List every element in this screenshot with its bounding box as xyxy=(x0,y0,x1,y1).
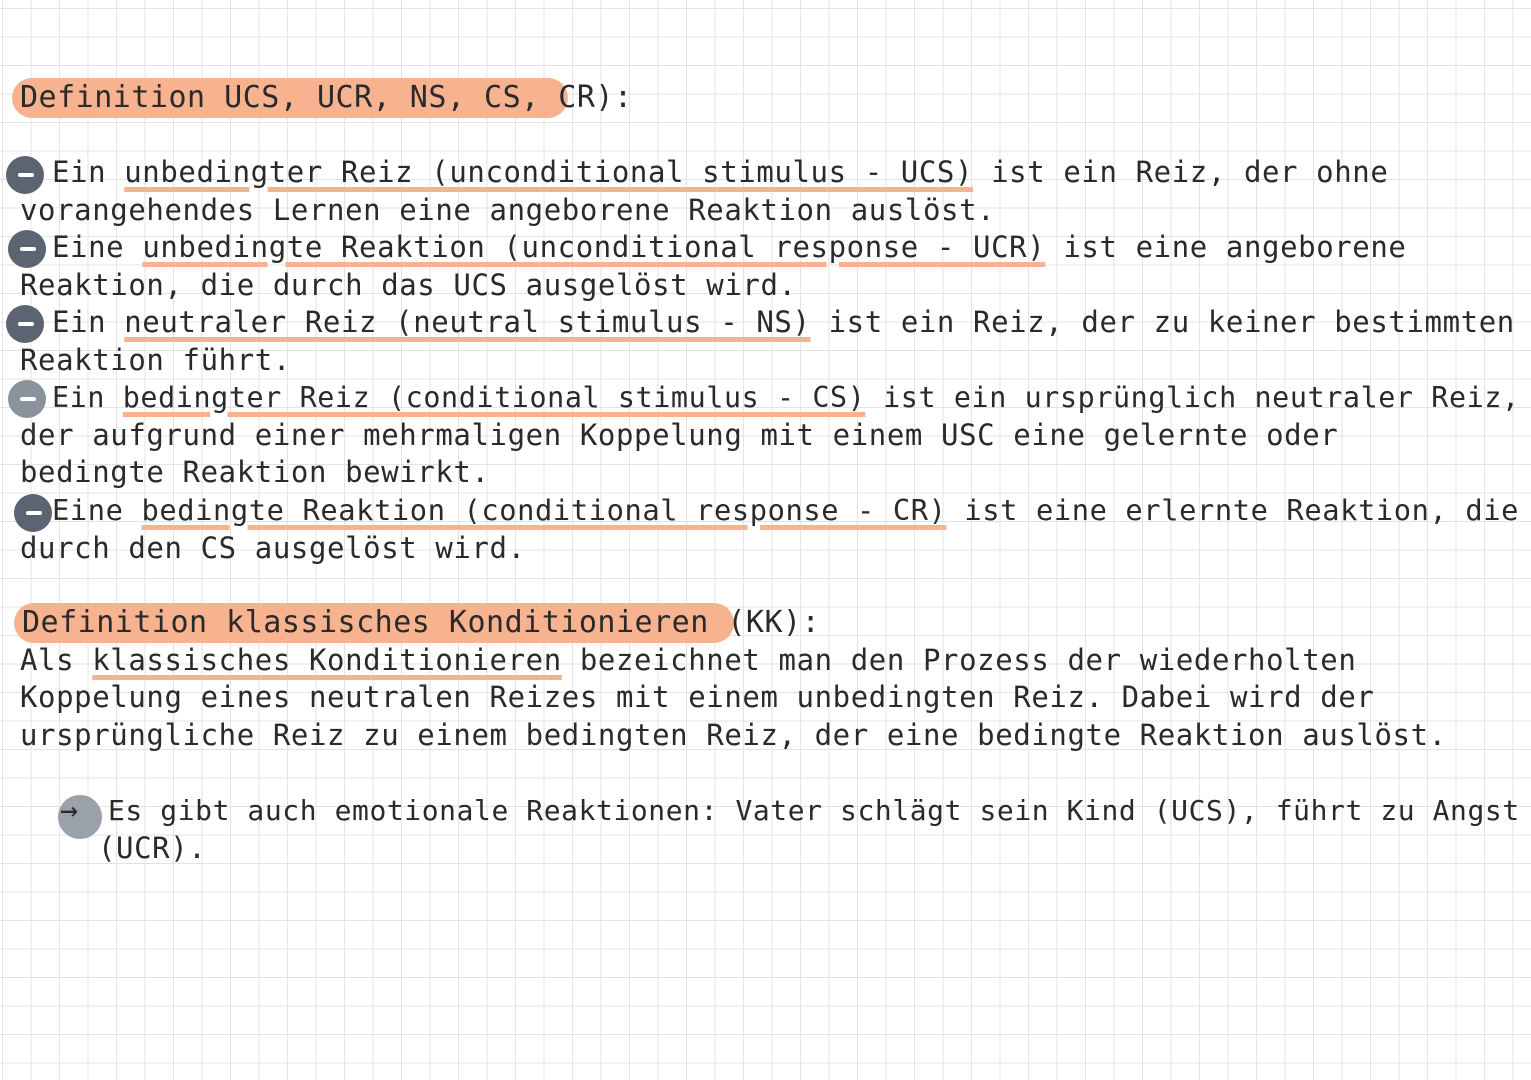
bullet-marker-cs xyxy=(8,380,46,418)
ucs-line-2: vorangehendes Lernen eine angeborene Reaktion auslöst. xyxy=(20,193,996,227)
heading-definitions xyxy=(12,78,633,118)
emotional-note-line-1: Es gibt auch emotionale Reaktionen: Vater schlägt sein Kind (UCS), führt zu Angst xyxy=(108,794,1520,827)
bullet-marker-cr xyxy=(14,494,52,532)
bullet-marker-ns xyxy=(6,305,44,343)
bullet-marker-ucr xyxy=(8,230,46,268)
ucr-line-2: Reaktion, die durch das UCS ausgelöst wird. xyxy=(20,268,797,302)
cs-line-2: der aufgrund einer mehrmaligen Koppelung mit einem USC eine gelernte oder xyxy=(20,418,1339,452)
kk-paragraph-line-1: Als klassisches Konditionieren bezeichnet man den Prozess der wiederholten xyxy=(20,643,1357,677)
heading-definitions-text: Definition UCS, UCR, NS, CS, CR): xyxy=(20,80,633,115)
ns-term: neutraler Reiz (neutral stimulus - NS) xyxy=(124,305,811,339)
kk-paragraph-line-3: ursprüngliche Reiz zu einem bedingten Reiz, der eine bedingte Reaktion auslöst. xyxy=(20,718,1447,752)
cs-term: bedingter Reiz (conditional stimulus - CS) xyxy=(122,381,866,414)
emotional-note-line-2: (UCR). xyxy=(98,831,207,865)
ucs-term: unbedingter Reiz (unconditional stimulus - UCS) xyxy=(124,155,974,189)
kk-term: klassisches Konditionieren xyxy=(92,643,562,677)
cr-line-1: Eine bedingte Reaktion (conditional response - CR) ist eine erlernte Reaktion, die xyxy=(52,493,1519,527)
kk-paragraph-line-2: Koppelung eines neutralen Reizes mit einem unbedingten Reiz. Dabei wird der xyxy=(20,680,1375,714)
ns-line-2: Reaktion führt. xyxy=(20,343,291,377)
arrow-icon: → xyxy=(58,795,102,839)
cs-line-1: Ein bedingter Reiz (conditional stimulus - CS) ist ein ursprünglich neutraler Reiz, xyxy=(52,381,1520,414)
cr-line-2: durch den CS ausgelöst wird. xyxy=(20,531,526,565)
ucr-term: unbedingte Reaktion (unconditional response - UCR) xyxy=(142,230,1046,264)
heading-classical-conditioning xyxy=(14,603,821,643)
ns-line-1: Ein neutraler Reiz (neutral stimulus - NS) ist ein Reiz, der zu keiner bestimmten xyxy=(52,305,1515,339)
bullet-marker-ucs xyxy=(6,156,44,194)
cs-line-3: bedingte Reaktion bewirkt. xyxy=(20,455,490,489)
cr-term: bedingte Reaktion (conditional response - CR) xyxy=(141,493,947,527)
heading-classical-conditioning-text: Definition klassisches Konditionieren (KK): xyxy=(22,605,821,640)
ucs-line-1: Ein unbedingter Reiz (unconditional stimulus - UCS) ist ein Reiz, der ohne xyxy=(52,155,1389,189)
ucr-line-1: Eine unbedingte Reaktion (unconditional response - UCR) ist eine angeborene xyxy=(52,230,1407,264)
